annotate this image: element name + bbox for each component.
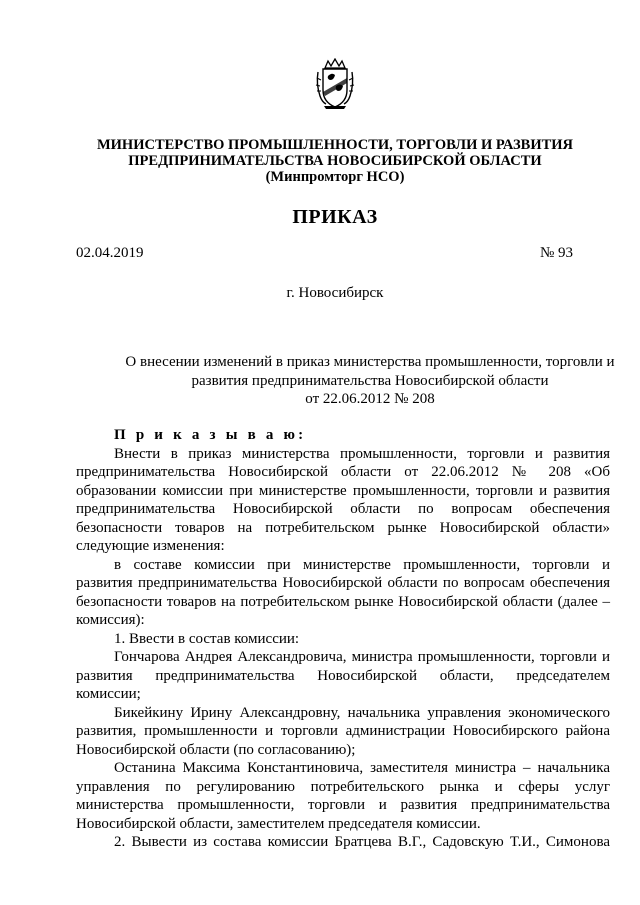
coat-of-arms-icon <box>314 58 356 110</box>
body-line: управления по регулированию потребительского рынка и сферы услуг <box>76 778 610 795</box>
body-line: 2. Вывести из состава комиссии Братцева В.Г., Садовскую Т.И., Симонова <box>114 834 610 850</box>
ministry-line-1: МИНИСТЕРСТВО ПРОМЫШЛЕННОСТИ, ТОРГОВЛИ И РАЗВИТИЯ <box>96 137 574 153</box>
body-line: развития предпринимательства Новосибирской области по вопросам обеспечения <box>76 575 610 591</box>
document-title: ПРИКАЗ <box>292 206 378 228</box>
body-line: следующие изменения: <box>76 538 225 554</box>
order-word: П р и к а з ы в а ю: <box>114 427 307 443</box>
subject-line-2: развития предпринимательства Новосибирской области <box>191 372 549 389</box>
document-date: 02.04.2019 <box>76 245 144 261</box>
body-line: комиссия): <box>76 612 145 628</box>
body-line: Новосибирской области, заместителем председателя комиссии. <box>76 815 481 832</box>
body-line: предпринимательства Новосибирской области от 22.06.2012 № 208 «Об <box>76 464 610 480</box>
body-line: Новосибирской области (по согласованию); <box>76 741 356 758</box>
body-line: 1. Ввести в состав комиссии: <box>114 630 300 647</box>
body-line: безопасности товаров на потребительском рынке Новосибирской области» <box>76 519 610 536</box>
body-line: в составе комиссии при министерстве промышленности, торговли и <box>114 556 610 573</box>
document-number: № 93 <box>539 245 573 261</box>
document-body <box>76 426 610 852</box>
body-line: комиссии; <box>76 686 141 702</box>
body-line: Гончарова Андрея Александровича, министра промышленности, торговли и <box>114 649 610 665</box>
body-line: предпринимательства Новосибирской области по вопросам обеспечения <box>76 501 610 517</box>
document-subject <box>100 353 640 409</box>
body-line: безопасности товаров на потребительском рынке Новосибирской области (далее – <box>76 593 610 610</box>
subject-line-1: О внесении изменений в приказ министерства промышленности, торговли и <box>125 354 615 370</box>
document-city: г. Новосибирск <box>286 285 384 301</box>
body-line: развития, промышленности и торговли администрации Новосибирского района <box>76 723 610 739</box>
ministry-name <box>40 137 630 185</box>
body-line: образовании комиссии при министерстве промышленности, торговли и развития <box>76 482 610 499</box>
ministry-line-3: (Минпромторг НСО) <box>265 169 405 185</box>
body-line: Останина Максима Константиновича, заместителя министра – начальника <box>114 760 610 776</box>
ministry-line-2: ПРЕДПРИНИМАТЕЛЬСТВА НОВОСИБИРСКОЙ ОБЛАСТИ <box>128 153 542 169</box>
body-line: министерства промышленности, торговли и развития предпринимательства <box>76 797 610 813</box>
subject-line-3: от 22.06.2012 № 208 <box>305 391 435 407</box>
body-line: Бикейкину Ирину Александровну, начальника управления экономического <box>114 704 610 721</box>
body-line: развития предпринимательства Новосибирской области, председателем <box>76 667 610 684</box>
body-line: Внести в приказ министерства промышленности, торговли и развития <box>114 445 610 462</box>
